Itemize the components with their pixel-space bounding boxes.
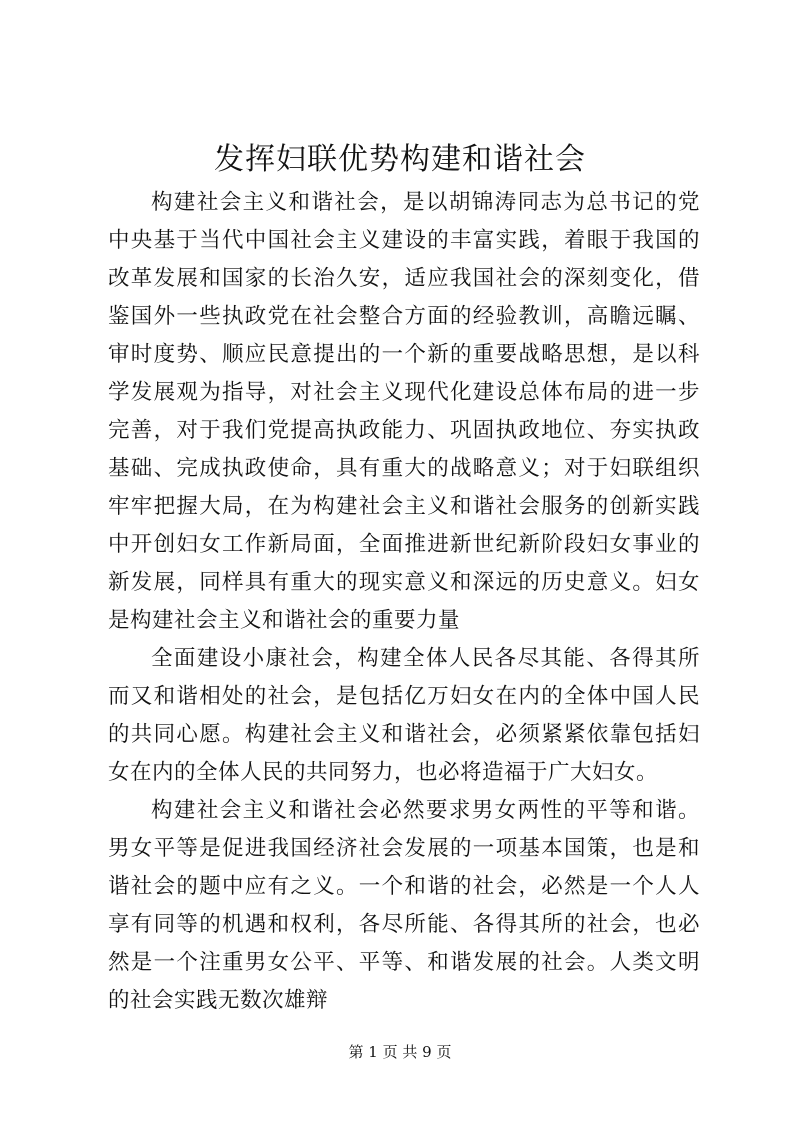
page-footer: 第 1 页 共 9 页 — [348, 1043, 452, 1061]
document-body — [108, 184, 700, 1020]
document-title: 发挥妇联优势构建和谐社会 — [214, 142, 586, 177]
paragraph-2: 全面建设小康社会，构建全体人民各尽其能、各得其所而又和谐相处的社会，是包括亿万妇女在内的全体中国人民的共同心愿。构建社会主义和谐社会，必须紧紧依靠包括妇女在内的全体人民的共同努力，也必将造福于广大妇女。 — [108, 646, 700, 785]
paragraph-3: 构建社会主义和谐社会必然要求男女两性的平等和谐。男女平等是促进我国经济社会发展的一项基本国策，也是和谐社会的题中应有之义。一个和谐的社会，必然是一个人人享有同等的机遇和权利，各尽所能、各得其所的社会，也必然是一个注重男女公平、平等、和谐发展的社会。人类文明的社会实践无数次雄辩 — [108, 798, 700, 1013]
paragraph-1: 构建社会主义和谐社会，是以胡锦涛同志为总书记的党中央基于当代中国社会主义建设的丰富实践，着眼于我国的改革发展和国家的长治久安，适应我国社会的深刻变化，借鉴国外一些执政党在社会整合方面的经验教训，高瞻远瞩、审时度势、顺应民意提出的一个新的重要战略思想，是以科学发展观为指导，对社会主义现代化建设总体布局的进一步完善，对于我们党提高执政能力、巩固执政地位、夯实执政基础、完成执政使命，具有重大的战略意义；对于妇联组织牢牢把握大局，在为构建社会主义和谐社会服务的创新实践中开创妇女工作新局面，全面推进新世纪新阶段妇女事业的新发展，同样具有重大的现实意义和深远的历史意义。妇女是构建社会主义和谐社会的重要力量 — [108, 190, 700, 633]
